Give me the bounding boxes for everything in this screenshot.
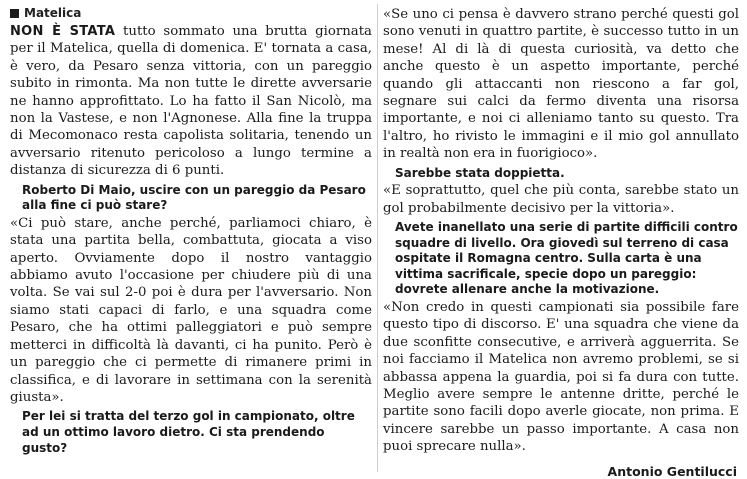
intro-kicker: NON È STATA: [10, 24, 116, 39]
question-2: Per lei si tratta del terzo gol in campionato, oltre ad un ottimo lavoro dietro. Ci sta prendendo gusto?: [22, 409, 355, 455]
intro-paragraph: [10, 23, 372, 180]
answer-3: «E soprattutto, quel che più conta, sarebbe stato un gol probabilmente decisivo per la vittoria».: [383, 183, 739, 216]
square-bullet-icon: [10, 9, 19, 18]
section-header: [10, 6, 372, 20]
section-label: Matelica: [24, 6, 82, 20]
question-3: Sarebbe stata doppietta.: [395, 165, 565, 180]
question-4: Avete inanellato una serie di partite difficili contro squadre di livello. Ora giovedì sul terreno di casa ospitate il Romagna centro. Sulla carta è una vittima sacrificale, specie dopo un pareggio: dovrete allenare anche la motivazione.: [395, 220, 738, 297]
left-column: [10, 6, 372, 457]
column-divider: [377, 4, 378, 472]
byline: Antonio Gentilucci: [607, 463, 737, 479]
answer-2: «Se uno ci pensa è davvero strano perché questi gol sono venuti in quattro partite, è successo tutto in un mese! Al di là di questa curiosità, va detto che anche questo è un aspetto importante, perché quando gli attaccanti non riescono a far gol, segnare sui calci da fermo diventa una risorsa importante, e noi ci alleniamo tanto su questo. Tra l'altro, ho rivisto le immagini e il mio gol annullato in realtà non era in fuorigioco».: [383, 7, 739, 162]
right-column: [383, 6, 739, 479]
question-1: Roberto Di Maio, uscire con un pareggio da Pesaro alla fine ci può stare?: [22, 182, 366, 213]
answer-4: «Non credo in questi campionati sia possibile fare questo tipo di discorso. E' una squadra che viene da due sconfitte consecutive, e arriverà agguerrita. Se noi facciamo il Matelica non avremo problemi, se si abbassa appena la guardia, poi si fa dura con tutte. Meglio avere sempre le antenne dritte, perché le partite sono facili dopo averle giocate, non prima. E vincere sarebbe un passo importante. A casa non puoi sprecare nulla».: [383, 300, 739, 455]
answer-1: «Ci può stare, anche perché, parliamoci chiaro, è stata una partita bella, combattuta, giocata a viso aperto. Ovviamente dopo il nostro vantaggio abbiamo avuto l'occasione per chiudere più di una volta. Se vai sul 2-0 poi è dura per l'avversario. Non siamo stati capaci di farlo, e una squadra come Pesaro, che ha ottimi palleggiatori e può sempre metterci in difficoltà là davanti, ci ha punito. Però è un pareggio che ci permette di rimanere primi in classifica, e di lavorare in settimana con la serenità giusta».: [10, 215, 372, 405]
intro-text: tutto sommato una brutta giornata per il Matelica, quella di domenica. E' tornata a casa, è vero, da Pesaro senza vittoria, con un pareggio subito in rimonta. Ma non tutte le dirette avversarie ne hanno approfittato. Lo ha fatto il San Nicolò, ma non la Vastese, e non l'Agnonese. Alla fine la truppa di Mecomonaco resta capolista solitaria, tenendo un avversario ritenuto pericoloso a lungo termine a distanza di sicurezza di 6 punti.: [10, 24, 372, 179]
